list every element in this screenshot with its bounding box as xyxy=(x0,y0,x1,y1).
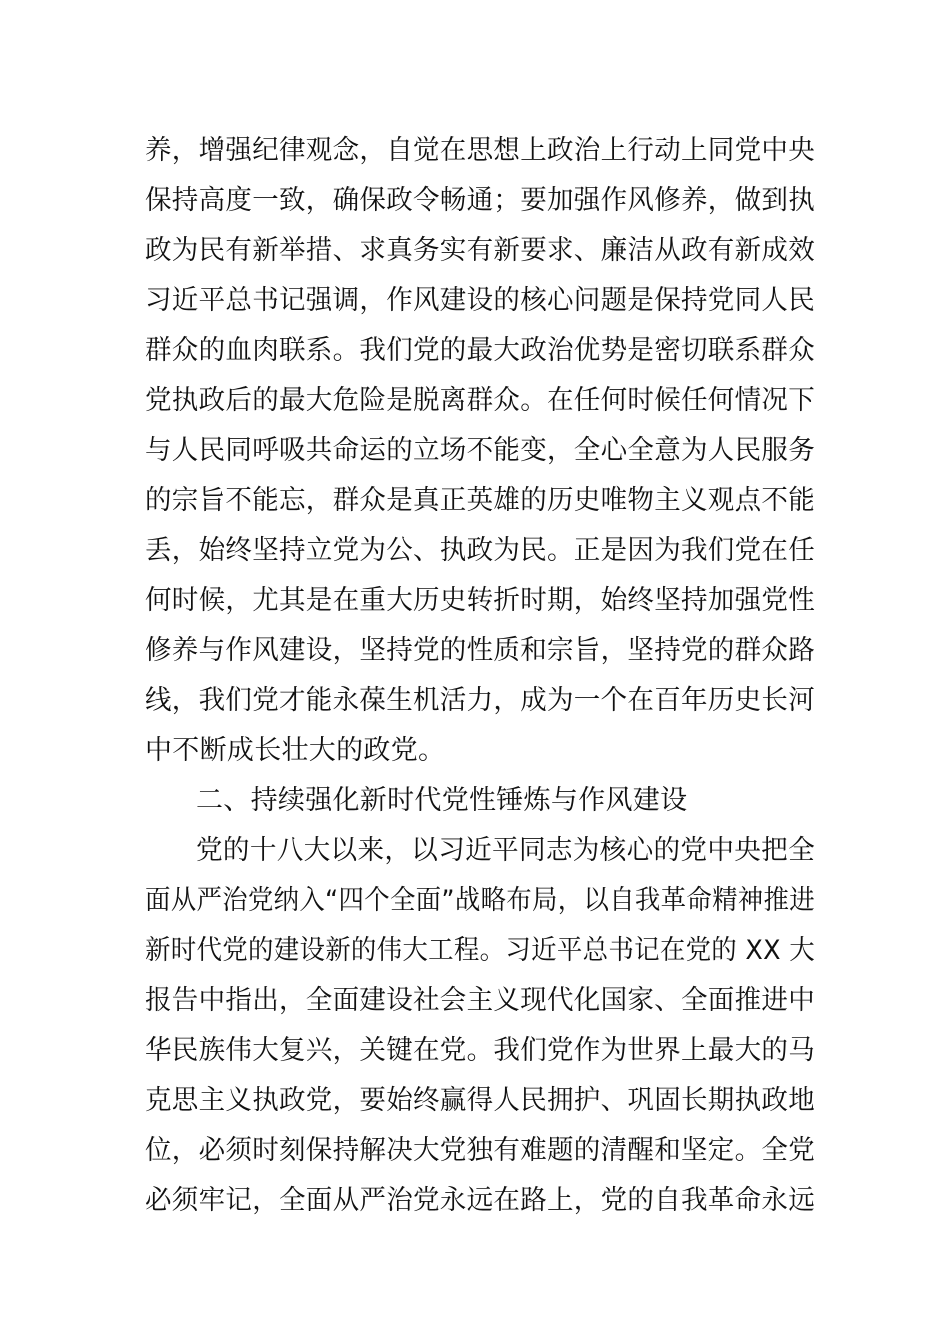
text-line: 新时代党的建设新的伟大工程。习近平总书记在党的 XX 大 xyxy=(145,935,815,966)
text-line: 党的十八大以来，以习近平同志为核心的党中央把全 xyxy=(196,835,815,866)
text-line: 必须牢记，全面从严治党永远在路上，党的自我革命永远 xyxy=(145,1185,815,1216)
text-line: 报告中指出，全面建设社会主义现代化国家、全面推进中 xyxy=(145,985,815,1016)
text-line: 中不断成长壮大的政党。 xyxy=(145,735,446,766)
document-body xyxy=(145,126,815,1226)
text-line: 的宗旨不能忘，群众是真正英雄的历史唯物主义观点不能 xyxy=(145,485,815,516)
text-line: 修养与作风建设，坚持党的性质和宗旨，坚持党的群众路 xyxy=(145,635,815,666)
text-line: 保持高度一致，确保政令畅通；要加强作风修养，做到执 xyxy=(145,185,815,216)
text-line: 华民族伟大复兴，关键在党。我们党作为世界上最大的马 xyxy=(145,1035,815,1066)
text-line: 面从严治党纳入“四个全面”战略布局，以自我革命精神推进 xyxy=(145,885,815,916)
text-line: 位，必须时刻保持解决大党独有难题的清醒和坚定。全党 xyxy=(145,1135,815,1166)
text-line: 克思主义执政党，要始终赢得人民拥护、巩固长期执政地 xyxy=(145,1085,815,1116)
section-heading: 二、持续强化新时代党性锤炼与作风建设 xyxy=(196,785,688,816)
text-line: 习近平总书记强调，作风建设的核心问题是保持党同人民 xyxy=(145,285,815,316)
text-line: 与人民同呼吸共命运的立场不能变，全心全意为人民服务 xyxy=(145,435,815,466)
text-line: 政为民有新举措、求真务实有新要求、廉洁从政有新成效 xyxy=(145,235,815,266)
text-line: 党执政后的最大危险是脱离群众。在任何时候任何情况下 xyxy=(145,385,815,416)
text-line: 群众的血肉联系。我们党的最大政治优势是密切联系群众 xyxy=(145,335,815,366)
text-line: 养，增强纪律观念，自觉在思想上政治上行动上同党中央 xyxy=(145,135,815,166)
text-line: 丢，始终坚持立党为公、执政为民。正是因为我们党在任 xyxy=(145,535,815,566)
text-line: 线，我们党才能永葆生机活力，成为一个在百年历史长河 xyxy=(145,685,815,716)
text-line: 何时候，尤其是在重大历史转折时期，始终坚持加强党性 xyxy=(145,585,815,616)
